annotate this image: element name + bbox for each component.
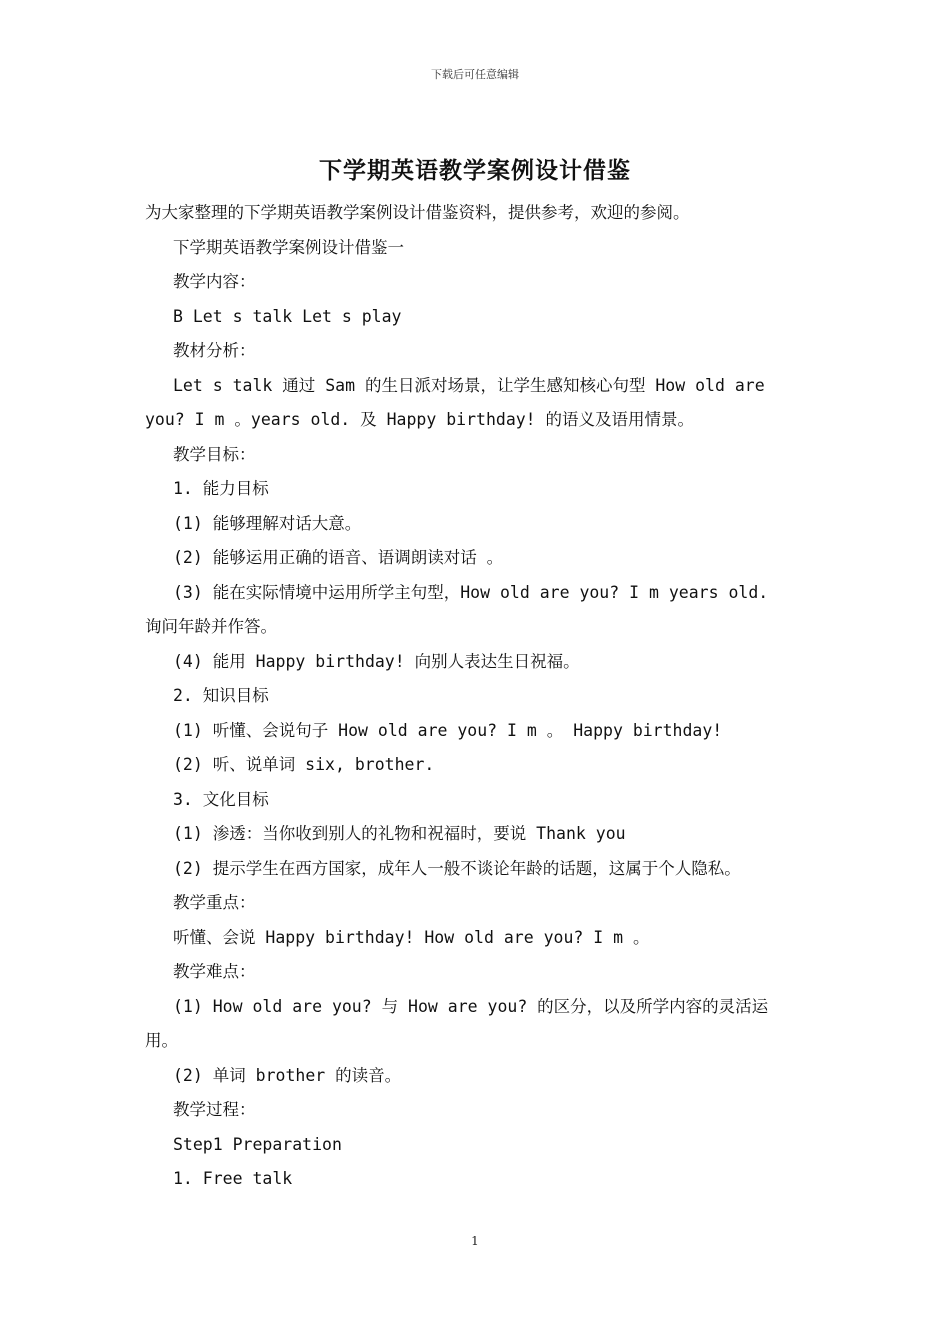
label-material-analysis: 教材分析：: [173, 341, 256, 360]
difficulty-1-line-2: 用。: [145, 1031, 178, 1050]
intro-paragraph: 为大家整理的下学期英语教学案例设计借鉴资料，提供参考，欢迎的参阅。: [145, 203, 690, 222]
difficulty-2: (2) 单词 brother 的读音。: [173, 1065, 402, 1085]
goal-ability-1: (1) 能够理解对话大意。: [173, 513, 362, 533]
label-difficulties: 教学难点：: [173, 962, 256, 981]
analysis-line-2: you? I m 。years old. 及 Happy birthday! 的语义及语用情景。: [145, 410, 695, 429]
step-1-heading: Step1 Preparation: [173, 1134, 342, 1154]
lesson-title: B Let s talk Let s play: [173, 306, 402, 326]
page-number: 1: [471, 1234, 479, 1248]
goal-ability-2: (2) 能够运用正确的语音、语调朗读对话 。: [173, 548, 504, 567]
label-key-points: 教学重点：: [173, 893, 256, 912]
step-1-item-1: 1. Free talk: [173, 1169, 293, 1188]
label-teaching-process: 教学过程：: [173, 1100, 256, 1119]
goal-ability-heading: 1. 能力目标: [173, 479, 269, 498]
goal-ability-3-line-2: 询问年龄并作答。: [145, 617, 277, 636]
difficulty-1-line-1: (1) How old are you? 与 How are you? 的区分，以及所学内容的灵活运: [173, 996, 769, 1016]
label-teaching-goals: 教学目标：: [173, 444, 256, 464]
section-heading: 下学期英语教学案例设计借鉴一: [173, 237, 404, 257]
goal-knowledge-1: (1) 听懂、会说句子 How old are you? I m 。 Happy birthday!: [173, 720, 723, 740]
document-body: [145, 196, 809, 1197]
key-points-text: 听懂、会说 Happy birthday! How old are you? I m 。: [173, 927, 650, 947]
goal-culture-2: (2) 提示学生在西方国家，成年人一般不谈论年龄的话题，这属于个人隐私。: [173, 858, 741, 878]
goal-culture-heading: 3. 文化目标: [173, 789, 269, 809]
document-title: 下学期英语教学案例设计借鉴: [319, 157, 631, 184]
label-teaching-content: 教学内容：: [173, 272, 256, 291]
goal-knowledge-heading: 2. 知识目标: [173, 686, 269, 705]
goal-knowledge-2: (2) 听、说单词 six, brother.: [173, 755, 435, 774]
goal-ability-3-line-1: (3) 能在实际情境中运用所学主句型，How old are you? I m years old.: [173, 582, 769, 602]
page-header: 下载后可任意编辑: [431, 68, 519, 81]
goal-ability-4: (4) 能用 Happy birthday! 向别人表达生日祝福。: [173, 651, 580, 671]
goal-culture-1: (1) 渗透：当你收到别人的礼物和祝福时，要说 Thank you: [173, 824, 626, 843]
analysis-line-1: Let s talk 通过 Sam 的生日派对场景，让学生感知核心句型 How old are: [173, 375, 765, 395]
